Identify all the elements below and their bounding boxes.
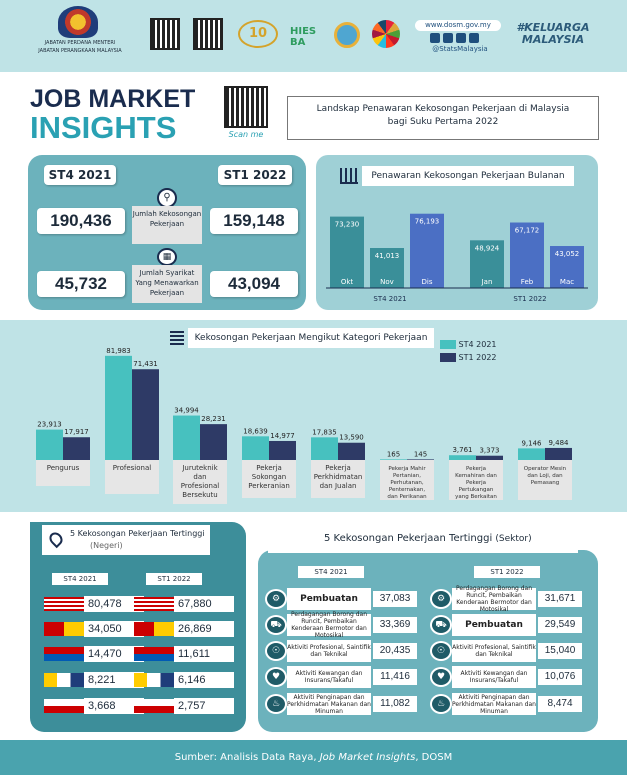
legend-label-st4: ST4 2021 xyxy=(458,340,497,349)
sector-name: Aktiviti Kewangan dan Insurans/Takaful xyxy=(452,666,536,688)
page-title-line1: JOB MARKET xyxy=(30,85,196,113)
category-bar-st1 xyxy=(338,443,365,460)
states-subtitle: (Negeri) xyxy=(90,541,123,550)
monthly-category-label: Mac xyxy=(559,278,575,286)
sector-value: 31,671 xyxy=(538,591,582,607)
social-icons[interactable] xyxy=(430,33,486,43)
vacancies-label: Jumlah Kekosongan Pekerjaan xyxy=(132,206,202,244)
scan-me-label: Scan me xyxy=(228,130,264,139)
monthly-category-label: Jan xyxy=(481,278,493,286)
vacancies-right-value: 159,148 xyxy=(210,208,298,234)
state-flag-icon xyxy=(134,622,174,636)
category-value-label: 81,983 xyxy=(106,346,131,355)
page-title xyxy=(30,86,220,148)
summary-right-period: ST1 2022 xyxy=(218,165,292,185)
sector-icon: ⛟ xyxy=(265,615,287,635)
category-value-label: 28,231 xyxy=(201,415,226,424)
category-bar-st4 xyxy=(173,416,200,460)
monthly-value-label: 76,193 xyxy=(414,217,440,226)
states-title: 5 Kekosongan Pekerjaan Tertinggi xyxy=(70,529,205,538)
category-label: Pengurus xyxy=(46,464,80,472)
sector-name: Perdagangan Borong dan Runcit, Pembaikan Kenderaan Bermotor dan Motosikal xyxy=(287,614,371,636)
state-flag-icon xyxy=(134,699,174,713)
category-bar-st1 xyxy=(476,456,503,460)
category-bar-st4 xyxy=(105,356,132,460)
state-value-left: 34,050 xyxy=(84,621,144,637)
sector-icon: ⚙ xyxy=(265,589,287,609)
sector-value: 11,082 xyxy=(373,696,417,712)
coat-of-arms-icon xyxy=(58,6,98,38)
category-bar-st4 xyxy=(449,455,476,460)
subtitle-line1: Landskap Penawaran Kekosongan Pekerjaan di Malaysia xyxy=(316,104,570,114)
category-value-label: 145 xyxy=(413,450,428,459)
monthly-group-label: ST4 2021 xyxy=(373,295,407,303)
category-value-label: 71,431 xyxy=(133,360,158,369)
state-value-right: 11,611 xyxy=(174,646,234,662)
category-label: Pekerja Sokongan Perkeranian xyxy=(248,464,290,490)
sector-icon: ♥ xyxy=(265,667,287,687)
anniversary-logo-icon: 10 xyxy=(238,20,278,48)
category-label: Profesional xyxy=(112,464,152,472)
sector-name: Aktiviti Penginapan dan Perkhidmatan Makanan dan Minuman xyxy=(452,693,536,715)
monthly-category-label: Dis xyxy=(421,278,433,286)
state-flag-icon xyxy=(44,699,84,713)
footer-source-prefix: Sumber: Analisis Data Raya, xyxy=(174,752,320,763)
sector-name: Aktiviti Profesional, Saintifik dan Teknikal xyxy=(287,640,371,662)
sector-icon: ⚙ xyxy=(430,589,452,609)
chart-bar-icon xyxy=(340,168,358,184)
category-label: Pekerja Kemahiran dan Pekerja Pertukangan yang Berkaitan xyxy=(455,466,497,500)
companies-right-value: 43,094 xyxy=(210,271,298,297)
state-flag-icon xyxy=(44,597,84,611)
monthly-category-label: Okt xyxy=(340,278,354,286)
legend-label-st1: ST1 2022 xyxy=(458,353,497,362)
category-bar-st1 xyxy=(407,459,434,460)
agency-line1: JABATAN PERDANA MENTERI xyxy=(44,40,116,46)
category-label: Juruteknik dan Profesional Bersekutu xyxy=(180,464,220,499)
monthly-category-label: Feb xyxy=(520,278,534,286)
instagram-icon[interactable] xyxy=(430,33,440,43)
state-value-left: 80,478 xyxy=(84,596,144,612)
hand-logo-icon xyxy=(334,22,360,48)
sector-name: Aktiviti Profesional, Saintifik dan Teknikal xyxy=(452,640,536,662)
monthly-value-label: 67,172 xyxy=(514,226,540,235)
category-bar-st1 xyxy=(63,437,90,460)
companies-label: Jumlah Syarikat Yang Menawarkan Pekerjaan xyxy=(132,265,202,303)
monthly-chart xyxy=(316,190,598,308)
website-link[interactable]: www.dosm.gov.my xyxy=(415,20,501,31)
category-value-label: 18,639 xyxy=(243,427,268,436)
header-bar xyxy=(0,0,627,72)
footer-source-title: Job Market Insights xyxy=(319,752,416,763)
category-label: Pekerja Mahir Pertanian, Perhutanan, Penternakan, dan Perikanan xyxy=(387,466,427,500)
sectors-left-period: ST4 2021 xyxy=(298,566,364,578)
category-value-label: 3,373 xyxy=(479,446,500,455)
sector-value: 20,435 xyxy=(373,643,417,659)
monthly-value-label: 48,924 xyxy=(474,244,500,253)
sector-icon: ♥ xyxy=(430,667,452,687)
state-value-right: 2,757 xyxy=(174,698,234,714)
sector-name: Pembuatan xyxy=(452,614,536,636)
sector-icon: ⛟ xyxy=(430,615,452,635)
footer xyxy=(0,740,627,775)
footer-source-suffix: , DOSM xyxy=(415,752,453,763)
sectors-right-period: ST1 2022 xyxy=(474,566,540,578)
sector-value: 10,076 xyxy=(538,669,582,685)
states-left-period: ST4 2021 xyxy=(52,573,108,585)
sector-name: Aktiviti Kewangan dan Insurans/Takaful xyxy=(287,666,371,688)
states-right-period: ST1 2022 xyxy=(146,573,202,585)
state-value-left: 8,221 xyxy=(84,672,144,688)
state-flag-icon xyxy=(134,673,174,687)
sectors-subtitle: (Sektor) xyxy=(495,534,532,544)
sector-icon: ♨ xyxy=(265,694,287,714)
category-value-label: 13,590 xyxy=(339,433,364,442)
facebook-icon[interactable] xyxy=(443,33,453,43)
state-flag-icon xyxy=(44,673,84,687)
sector-icon: ☉ xyxy=(265,641,287,661)
state-value-right: 67,880 xyxy=(174,596,234,612)
state-value-right: 6,146 xyxy=(174,672,234,688)
state-flag-icon xyxy=(44,647,84,661)
sector-icon: ☉ xyxy=(430,641,452,661)
category-value-label: 17,835 xyxy=(312,428,337,437)
sector-value: 37,083 xyxy=(373,591,417,607)
state-value-right: 26,869 xyxy=(174,621,234,637)
sector-value: 29,549 xyxy=(538,617,582,633)
hies-logo-icon: HIES BA xyxy=(290,26,317,48)
sector-value: 33,369 xyxy=(373,617,417,633)
campaign-logo: #KELUARGA MALAYSIA xyxy=(516,21,590,46)
sector-value: 11,416 xyxy=(373,669,417,685)
sector-value: 8,474 xyxy=(538,696,582,712)
category-value-label: 23,913 xyxy=(37,420,62,429)
twitter-icon[interactable] xyxy=(456,33,466,43)
category-chart xyxy=(0,340,627,512)
category-bar-st1 xyxy=(545,448,572,460)
sector-icon: ♨ xyxy=(430,694,452,714)
category-bar-st4 xyxy=(518,448,545,460)
vacancies-left-value: 190,436 xyxy=(37,208,125,234)
category-value-label: 165 xyxy=(386,450,401,459)
category-bar-st1 xyxy=(269,441,296,460)
category-value-label: 34,994 xyxy=(174,406,199,415)
social-handle[interactable]: @StatsMalaysia xyxy=(432,45,488,53)
monthly-value-label: 73,230 xyxy=(334,220,360,229)
summary-left-period: ST4 2021 xyxy=(44,165,116,185)
sectors-header xyxy=(268,525,578,553)
sdg-wheel-icon xyxy=(372,20,400,48)
agency-line2: JABATAN PERANGKAAN MALAYSIA xyxy=(38,48,122,54)
monthly-value-label: 43,052 xyxy=(554,250,580,259)
state-flag-icon xyxy=(134,597,174,611)
youtube-icon[interactable] xyxy=(469,33,479,43)
state-flag-icon xyxy=(44,622,84,636)
companies-left-value: 45,732 xyxy=(37,271,125,297)
search-icon: ⚲ xyxy=(157,188,177,208)
building-icon: ▦ xyxy=(157,248,177,266)
category-value-label: 17,917 xyxy=(64,428,89,437)
category-value-label: 9,484 xyxy=(548,438,569,447)
category-label: Operator Mesin dan Loji, dan Pemasang xyxy=(523,466,567,486)
category-chart-title: Kekosongan Pekerjaan Mengikut Kategori Pekerjaan xyxy=(188,328,434,348)
state-value-left: 3,668 xyxy=(84,698,144,714)
category-bar-st1 xyxy=(200,424,227,460)
monthly-chart-title: Penawaran Kekosongan Pekerjaan Bulanan xyxy=(362,166,574,186)
category-label: Pekerja Perkhidmatan dan Jualan xyxy=(313,464,363,490)
state-flag-icon xyxy=(134,647,174,661)
subtitle-line2: bagi Suku Pertama 2022 xyxy=(387,117,499,127)
category-bar-st4 xyxy=(380,459,407,460)
category-value-label: 14,977 xyxy=(270,431,295,440)
monthly-group-label: ST1 2022 xyxy=(513,295,547,303)
monthly-value-label: 41,013 xyxy=(374,252,400,261)
title-qr-code-icon[interactable] xyxy=(224,86,268,128)
category-value-label: 3,761 xyxy=(452,446,473,455)
sector-value: 15,040 xyxy=(538,643,582,659)
subtitle-box xyxy=(287,96,599,140)
qr-code-icon[interactable] xyxy=(150,18,180,50)
category-value-label: 9,146 xyxy=(521,439,542,448)
sectors-title: 5 Kekosongan Pekerjaan Tertinggi xyxy=(324,533,493,544)
category-bar-st1 xyxy=(132,369,159,460)
category-bar-st4 xyxy=(242,436,269,460)
sector-name: Aktiviti Penginapan dan Perkhidmatan Makanan dan Minuman xyxy=(287,693,371,715)
state-value-left: 14,470 xyxy=(84,646,144,662)
qr-code-icon[interactable] xyxy=(193,18,223,50)
category-bar-st4 xyxy=(36,430,63,460)
states-header xyxy=(42,525,210,555)
sector-name: Perdagangan Borong dan Runcit, Pembaikan Kenderaan Bermotor dan Motosikal xyxy=(452,588,536,610)
page-title-line2: INSIGHTS xyxy=(30,110,177,145)
sector-name: Pembuatan xyxy=(287,588,371,610)
category-bar-st4 xyxy=(311,437,338,460)
monthly-category-label: Nov xyxy=(380,278,394,286)
